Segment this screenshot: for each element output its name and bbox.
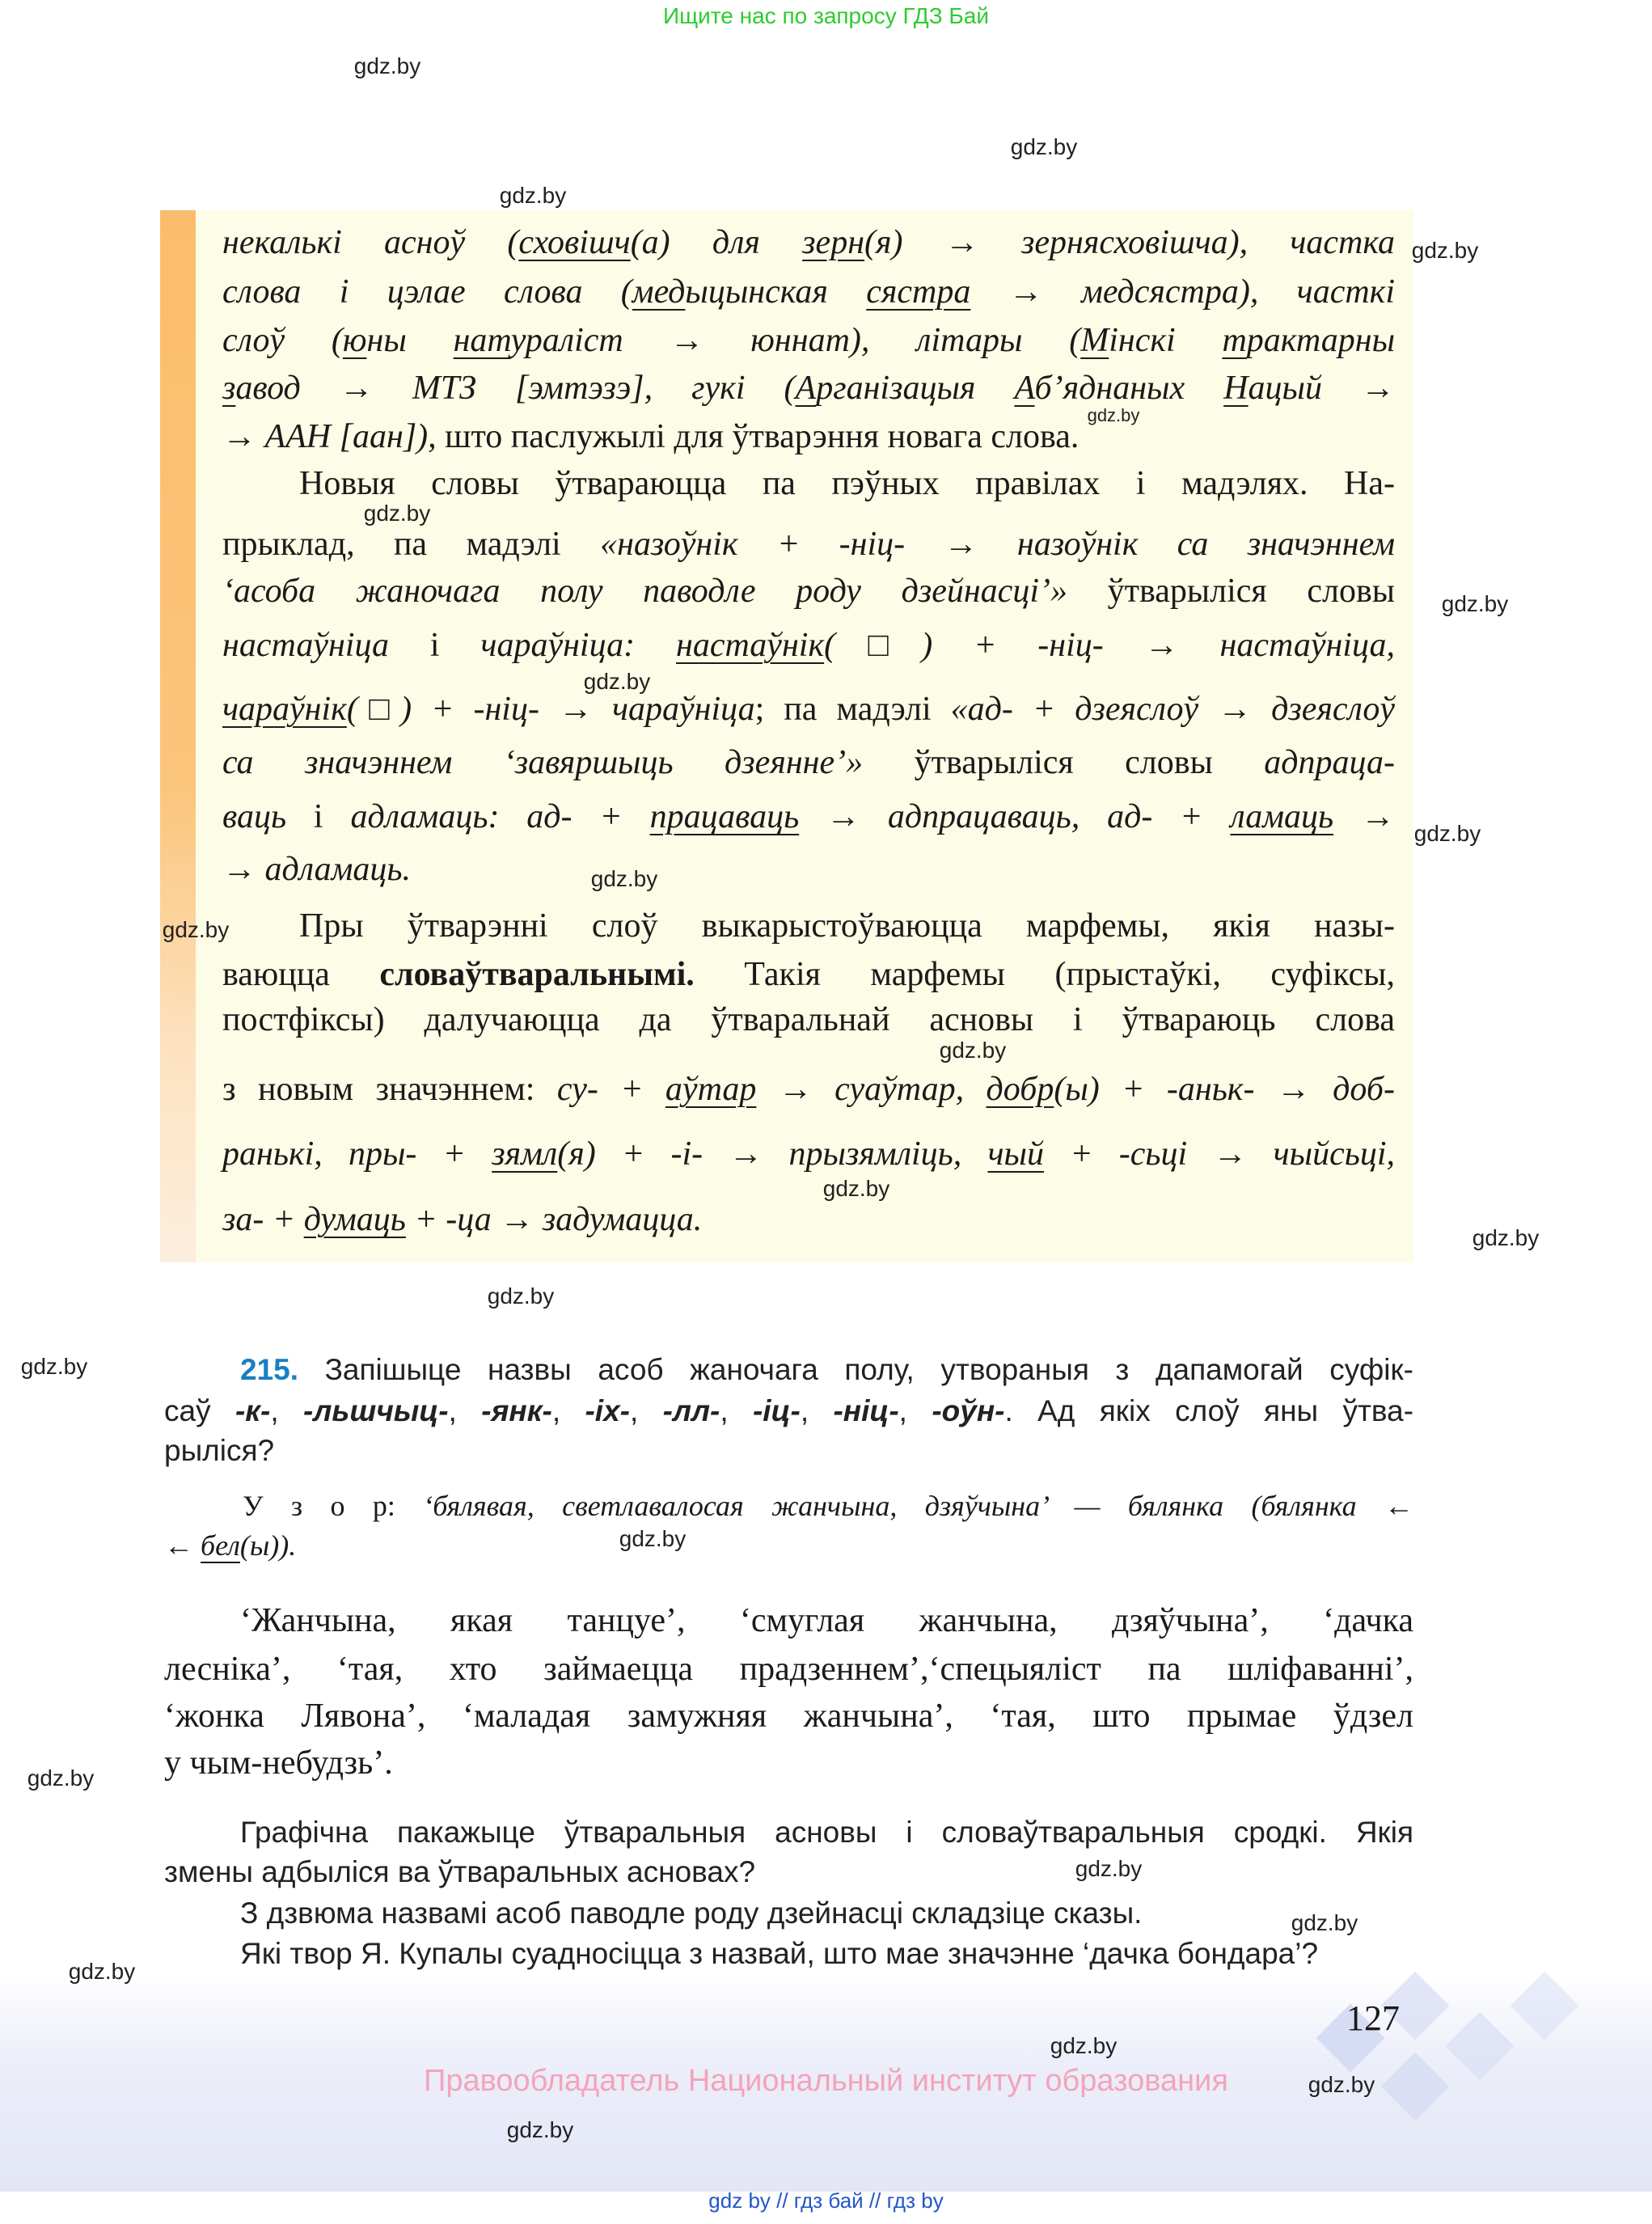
- theory-line: [222, 793, 1395, 841]
- watermark: gdz.by: [68, 1959, 136, 1984]
- page-number: 127: [1346, 1998, 1400, 2038]
- theory-line: [222, 218, 1395, 267]
- text-segment: ‘бялявая, светлавалосая жанчына, дзяўчына’ — бялянка (бялянка ←: [423, 1490, 1414, 1522]
- underlined-word: мед: [632, 273, 686, 311]
- suffix: -янк-: [481, 1394, 552, 1427]
- text-segment: настаўніца: [222, 627, 389, 664]
- text-segment: → ААН [аан]),: [222, 418, 437, 455]
- text-segment: уралiст → юннат), літары (: [510, 322, 1081, 359]
- theory-line: [222, 685, 1395, 734]
- suffix: -іц-: [752, 1394, 801, 1427]
- text-segment: ; па мадэлі: [754, 691, 951, 728]
- theory-line: [299, 902, 1395, 950]
- text-segment: ,: [270, 1394, 304, 1427]
- watermark: gdz.by: [487, 1283, 555, 1309]
- theory-line: [222, 845, 1395, 894]
- underlined-word: А: [795, 370, 817, 407]
- underlined-word: аўтар: [665, 1071, 757, 1108]
- theory-line: [222, 950, 1395, 999]
- text-segment: → суаўтар,: [756, 1071, 987, 1108]
- watermark: gdz.by: [1291, 1910, 1358, 1935]
- text-segment: → медсястра), часткі: [970, 273, 1395, 311]
- text-segment: →: [1333, 798, 1396, 835]
- watermark: gdz.by: [499, 183, 567, 208]
- watermark: gdz.by: [1010, 134, 1078, 159]
- text-segment: ацый →: [1248, 370, 1395, 407]
- text-segment: лесніка’, ‘тая, хто займаецца прадзеннем’,‘спецыяліст па шліфаванні’,: [164, 1651, 1413, 1688]
- text-segment: ны: [366, 322, 454, 359]
- theory-line: [222, 412, 1395, 461]
- text-segment: адламаць: ад- +: [350, 798, 650, 835]
- underlined-word: бел: [201, 1529, 240, 1562]
- text-segment: Новыя словы ўтвараюцца па пэўных правілах і мадэлях. На-: [299, 465, 1395, 502]
- theory-line: [222, 621, 1395, 670]
- watermark: gdz.by: [162, 917, 230, 942]
- suffix: -оўн-: [932, 1394, 1005, 1427]
- text-segment: ранькі, пры- +: [222, 1135, 492, 1173]
- suffix: -льшчыц-: [303, 1394, 449, 1427]
- watermark: gdz.by: [583, 669, 651, 694]
- text-segment: ‘асоба жаночага полу паводле роду дзейнасці’»: [222, 573, 1067, 610]
- underlined-word: чараўнік: [222, 691, 347, 728]
- underlined-word: М: [1080, 322, 1109, 359]
- text-segment: што паслужылі для ўтварэння новага слова.: [436, 418, 1080, 455]
- text-segment: (□) + -ніц- → настаўніца,: [824, 627, 1396, 664]
- text-segment: за- +: [222, 1201, 304, 1238]
- watermark: gdz.by: [20, 1354, 88, 1379]
- text-segment: Пры ўтварэнні слоў выкарыстоўваюцца марфемы, якія назы-: [299, 907, 1395, 945]
- theory-line: [222, 738, 1395, 787]
- text-segment: адпраца-: [1264, 744, 1396, 781]
- text-segment: і: [286, 798, 351, 835]
- text-segment: ‘жонка Лявона’, ‘маладая замужняя жанчына’, ‘тая, што прымае ўдзел: [164, 1698, 1413, 1735]
- suffix: -ніц-: [833, 1394, 899, 1427]
- theory-line: [299, 459, 1395, 508]
- theory-line: [222, 316, 1395, 365]
- text-segment: і: [388, 627, 481, 664]
- underlined-word: зямл: [492, 1135, 558, 1173]
- text-segment: рганізацыя: [816, 370, 1015, 407]
- watermark: gdz.by: [822, 1176, 890, 1201]
- text-segment: . Ад якіх слоў яны ўтва-: [1004, 1394, 1414, 1427]
- phrase-line: [164, 1646, 1413, 1693]
- phrase-line: [164, 1693, 1413, 1740]
- theory-line: [222, 268, 1395, 316]
- task-line: [240, 1893, 1413, 1934]
- text-segment: (я) + -і- → прызямліць,: [557, 1135, 988, 1173]
- underlined-word: Н: [1223, 370, 1249, 407]
- suffix: -к-: [234, 1394, 271, 1427]
- text-segment: «назоўнік + -ніц- → назоўнік са значэннем: [600, 526, 1395, 563]
- watermark: gdz.by: [353, 53, 421, 78]
- watermark: gdz.by: [1441, 591, 1509, 616]
- text-segment: рыліся?: [164, 1434, 275, 1467]
- text-segment: ўтварыліся словы: [863, 744, 1265, 781]
- watermark: gdz.by: [1075, 1856, 1143, 1881]
- text-segment: словаўтваральнымі.: [379, 956, 695, 993]
- theory-line: [222, 364, 1395, 412]
- underlined-word: чый: [987, 1135, 1044, 1173]
- text-segment: авод → МТЗ [эмтэзэ], гукі (: [235, 370, 796, 407]
- underlined-word: сястра: [866, 273, 971, 311]
- underlined-word: ламаць: [1230, 798, 1334, 835]
- underlined-word: сховішч: [518, 224, 631, 261]
- text-segment: З дзвюма назвамі асоб паводле роду дзейнасці складзіце сказы.: [240, 1896, 1143, 1930]
- text-segment: Такія марфемы (прыстаўкі, суфіксы,: [694, 956, 1396, 993]
- text-segment: + -ца → задумацца.: [405, 1201, 703, 1238]
- text-segment: саў: [164, 1394, 235, 1427]
- theory-line: [222, 1130, 1395, 1178]
- theory-box-accent-strip: [160, 210, 196, 1262]
- watermark: gdz.by: [590, 866, 658, 891]
- text-segment: ўтварыліся словы: [1067, 573, 1396, 610]
- watermark: gdz.by: [363, 501, 431, 526]
- text-segment: з новым значэннем:: [222, 1071, 557, 1108]
- text-segment: слова і цэлае слова (: [222, 273, 632, 311]
- text-segment: чараўніца:: [480, 627, 676, 664]
- task-line: [240, 1812, 1413, 1853]
- text-segment: у чым-небудзь’.: [164, 1744, 393, 1782]
- watermark: gdz.by: [1308, 2072, 1375, 2097]
- theory-line: [222, 996, 1395, 1044]
- text-segment: Які твор Я. Купалы суадносіцца з назвай, што мае значэнне ‘дачка бондара’?: [240, 1937, 1319, 1970]
- watermark: gdz.by: [1413, 821, 1481, 846]
- text-segment: «ад- + дзеяслоў → дзеяслоў: [950, 691, 1396, 728]
- text-segment: б’яднаных: [1034, 370, 1224, 407]
- text-segment: → адпрацаваць, ад- +: [799, 798, 1231, 835]
- exercise-number: 215.: [240, 1353, 299, 1386]
- text-segment: (а) для: [630, 224, 803, 261]
- watermark: gdz.by: [1050, 2033, 1118, 2058]
- text-segment: змены адбыліся ва ўтваральных асновах?: [164, 1855, 756, 1888]
- text-segment: прыклад, па мадэлі: [222, 526, 601, 563]
- underlined-word: нат: [453, 322, 511, 359]
- suffix: -іх-: [585, 1394, 630, 1427]
- text-segment: некалькі асноў (: [222, 224, 519, 261]
- text-segment: ‘Жанчына, якая танцуе’, ‘смуглая жанчына, дзяўчына’, ‘дачка: [240, 1602, 1413, 1639]
- underlined-word: т: [1222, 322, 1247, 359]
- text-segment: са значэннем ‘завяршыць дзеянне’»: [222, 744, 864, 781]
- text-segment: ваць: [222, 798, 287, 835]
- watermark: gdz.by: [1087, 405, 1140, 425]
- text-segment: ←: [164, 1529, 201, 1562]
- watermark: gdz.by: [619, 1526, 687, 1551]
- text-segment: ,: [720, 1394, 753, 1427]
- text-segment: слоў (: [222, 322, 343, 359]
- text-segment: су- +: [556, 1071, 665, 1108]
- theory-line: [222, 567, 1395, 615]
- text-segment: рактарны: [1246, 322, 1396, 359]
- text-segment: ыцынская: [685, 273, 867, 311]
- bottom-links[interactable]: gdz by // гдз бай // гдз by: [708, 2188, 944, 2213]
- text-segment: ваюцца: [222, 956, 380, 993]
- text-segment: ,: [629, 1394, 663, 1427]
- exercise-text: [240, 1350, 1413, 1390]
- task-line: [240, 1934, 1413, 1974]
- text-segment: Графічна пакажыце ўтваральныя асновы і словаўтваральныя сродкі. Якія: [240, 1816, 1413, 1849]
- watermark: gdz.by: [939, 1038, 1007, 1063]
- text-segment: ,: [448, 1394, 482, 1427]
- exercise-text: [164, 1431, 1413, 1471]
- underlined-word: А: [1014, 370, 1035, 407]
- text-segment: (я) → зернясховішча), частка: [864, 224, 1395, 261]
- phrase-line: [240, 1597, 1413, 1644]
- sample-text: [243, 1486, 1413, 1526]
- underlined-word: ю: [342, 322, 367, 359]
- text-segment: (ы)).: [239, 1529, 297, 1562]
- search-hint-banner[interactable]: Ищите нас по запросу ГДЗ Бай: [662, 3, 990, 28]
- exercise-text: [164, 1391, 1413, 1431]
- sample-text: [164, 1525, 1413, 1566]
- text-segment: → адламаць.: [222, 851, 411, 888]
- underlined-word: добр: [986, 1071, 1054, 1108]
- underlined-word: з: [222, 370, 236, 407]
- theory-line: [222, 520, 1395, 569]
- text-segment: + -сьці → чыйсьці,: [1044, 1135, 1396, 1173]
- text-segment: інскі: [1109, 322, 1223, 359]
- watermark: gdz.by: [1411, 238, 1479, 263]
- text-segment: постфіксы) далучаюцца да ўтваральнай асновы і ўтвараюць слова: [222, 1001, 1395, 1038]
- text-segment: (ы) + -аньк- → доб-: [1054, 1071, 1395, 1108]
- text-segment: (□) + -ніц- → чараўніца: [346, 691, 755, 728]
- text-segment: Запішыце назвы асоб жаночага полу, утвораныя з дапамогай суфік-: [298, 1353, 1413, 1386]
- theory-line: [222, 1195, 1395, 1244]
- copyright-footer: Правообладатель Национальный институт образования: [424, 2064, 1228, 2098]
- watermark: gdz.by: [1472, 1225, 1540, 1250]
- watermark: gdz.by: [27, 1765, 95, 1791]
- task-line: [164, 1852, 1413, 1892]
- underlined-word: настаўнік: [675, 627, 825, 664]
- text-segment: ,: [898, 1394, 932, 1427]
- phrase-line: [164, 1740, 1413, 1786]
- suffix: -лл-: [662, 1394, 720, 1427]
- underlined-word: думаць: [303, 1201, 406, 1238]
- text-segment: ,: [551, 1394, 585, 1427]
- text-segment: ,: [800, 1394, 834, 1427]
- theory-line: [222, 1065, 1395, 1114]
- underlined-word: зерн: [802, 224, 865, 261]
- watermark: gdz.by: [506, 2117, 574, 2142]
- underlined-word: працаваць: [649, 798, 800, 835]
- text-segment: У з о р:: [243, 1490, 424, 1522]
